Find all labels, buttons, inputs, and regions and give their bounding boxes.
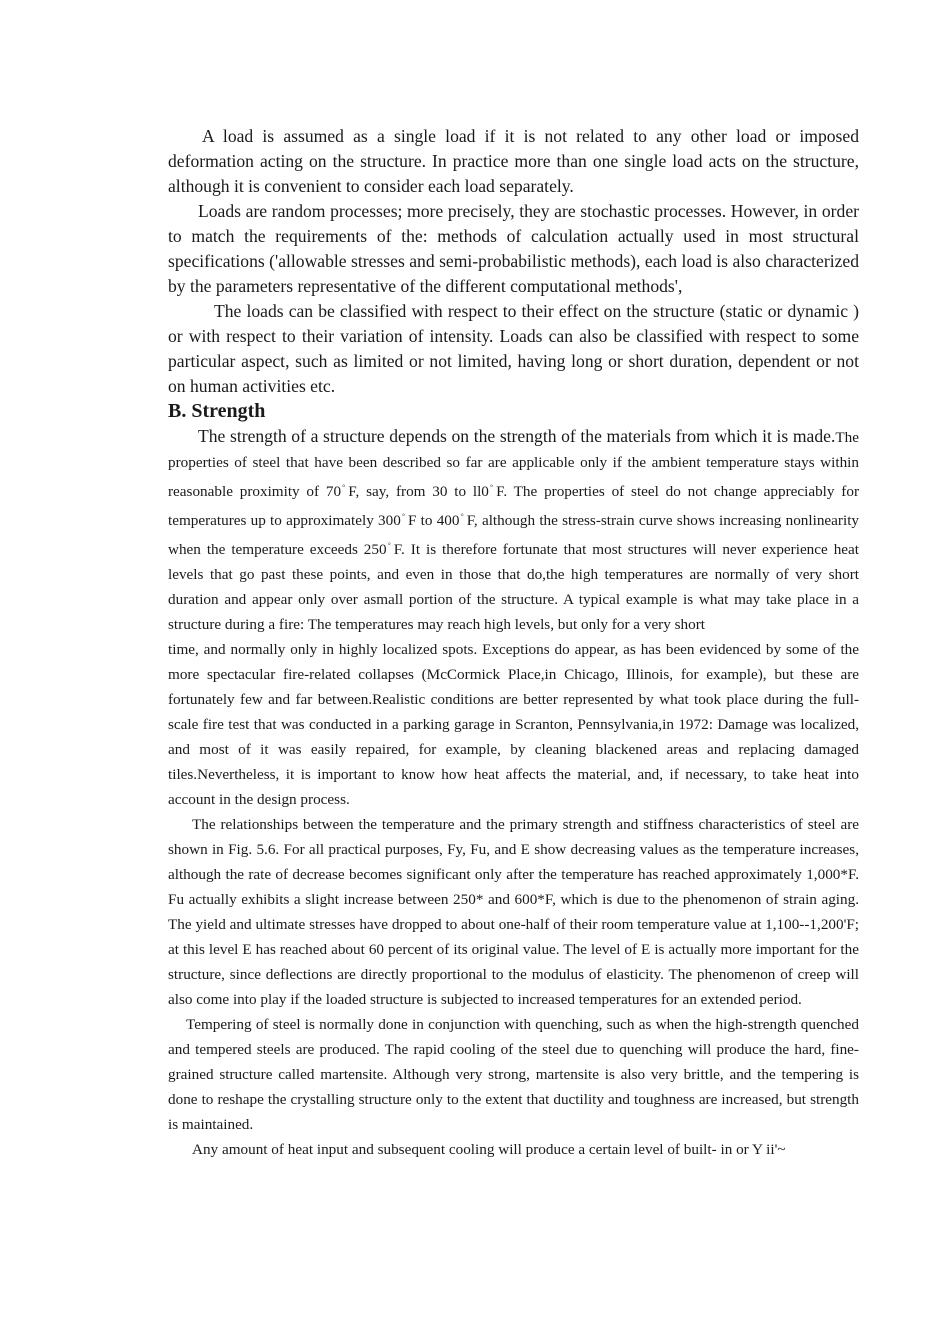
temperature-text-5: F, although the stress-strain curve shows increasing nonlinearity when the temperature exceeds 250 bbox=[168, 512, 860, 559]
strength-lead-sentence: The strength of a structure depends on the strength of the materials from which it is made. bbox=[198, 426, 836, 446]
temperature-text-2: F, say, from 30 to ll0 bbox=[348, 483, 489, 501]
temperature-text-6: F. It is therefore fortunate that most structures will never experience heat levels that go past these points, and even in those that do,the high temperatures are normally of very short duration and appear only over asmall portion of the structure. A typical example is what may take place in a structure during a fire: The temperatures may reach high levels, but only for a very short bbox=[168, 541, 859, 634]
temperature-text-1: The properties of steel that have been described so far are applicable only if the ambient temperature stays within reasonable proximity of 70 bbox=[168, 429, 859, 501]
degree-mark: ° bbox=[489, 483, 494, 492]
paragraph-fire-continuation: time, and normally only in highly localized spots. Exceptions do appear, as has been evidenced by some of the more spectacular fire-related collapses (McCormick Place,in Chicago, Illinois, for example), but these are fortunately few and far between.Realistic conditions are better represented by what took place during the full-scale fire test that was conducted in a parking garage in Scranton, Pennsylvania,in 1972: Damage was localized, and most of it was easily repaired, for example, by cleaning blackened areas and replacing damaged tiles.Nevertheless, it is important to know how heat affects the material, and, if necessary, to take heat into account in the design process. bbox=[168, 641, 859, 809]
temperature-text-3: F. The properties of steel do not change appreciably for temperatures up to approximately 300 bbox=[168, 483, 859, 530]
paragraph-loads-classified: The loads can be classified with respect to their effect on the structure (static or dynamic ) or with respect to their variation of intensity. Loads can also be classified with respect to some particular aspect, such as limited or not limited, having long or short duration, dependent or not on human activities etc. bbox=[168, 301, 859, 396]
degree-mark: ° bbox=[387, 541, 391, 551]
document-page bbox=[168, 124, 859, 1162]
temperature-text-4: F to 400 bbox=[408, 512, 460, 530]
degree-mark: ° bbox=[342, 483, 346, 492]
paragraph-strength-temperature bbox=[168, 424, 859, 637]
heading-strength: B. Strength bbox=[168, 400, 266, 422]
paragraph-loads-random: Loads are random processes; more precisely, they are stochastic processes. However, in order to match the requirements of the: methods of calculation actually used in most structural specifications ('allowable stresses and semi-probabilistic methods), each load is also characterized by the parameters representative of the different computational methods', bbox=[168, 201, 859, 296]
degree-mark: ° bbox=[460, 512, 464, 522]
paragraph-heat-input: Any amount of heat input and subsequent cooling will produce a certain level of built- in or Y ii'~ bbox=[192, 1141, 786, 1159]
paragraph-relationships: The relationships between the temperature and the primary strength and stiffness characteristics of steel are shown in Fig. 5.6. For all practical purposes, Fy, Fu, and E show decreasing values as the temperature increases, although the rate of decrease becomes significant only after the temperature has reached approximately 1,000*F. Fu actually exhibits a slight increase between 250* and 600*F, which is due to the phenomenon of strain aging. The yield and ultimate stresses have dropped to about one-half of their room temperature value at 1,100--1,200'F; at this level E has reached about 60 percent of its original value. The level of E is actually more important for the structure, since deflections are directly proportional to the modulus of elasticity. The phenomenon of creep will also come into play if the loaded structure is subjected to increased temperatures for an extended period. bbox=[168, 816, 859, 1009]
paragraph-loads-single: A load is assumed as a single load if it is not related to any other load or imposed deformation acting on the structure. In practice more than one single load acts on the structure, although it is convenient to consider each load separately. bbox=[168, 126, 859, 196]
paragraph-tempering: Tempering of steel is normally done in conjunction with quenching, such as when the high-strength quenched and tempered steels are produced. The rapid cooling of the steel due to quenching will produce the hard, fine-grained structure called martensite. Although very strong, martensite is also very brittle, and the tempering is done to reshape the crystalling structure only to the extent that ductility and toughness are increased, but strength is maintained. bbox=[168, 1016, 859, 1134]
degree-mark: ° bbox=[401, 512, 406, 522]
